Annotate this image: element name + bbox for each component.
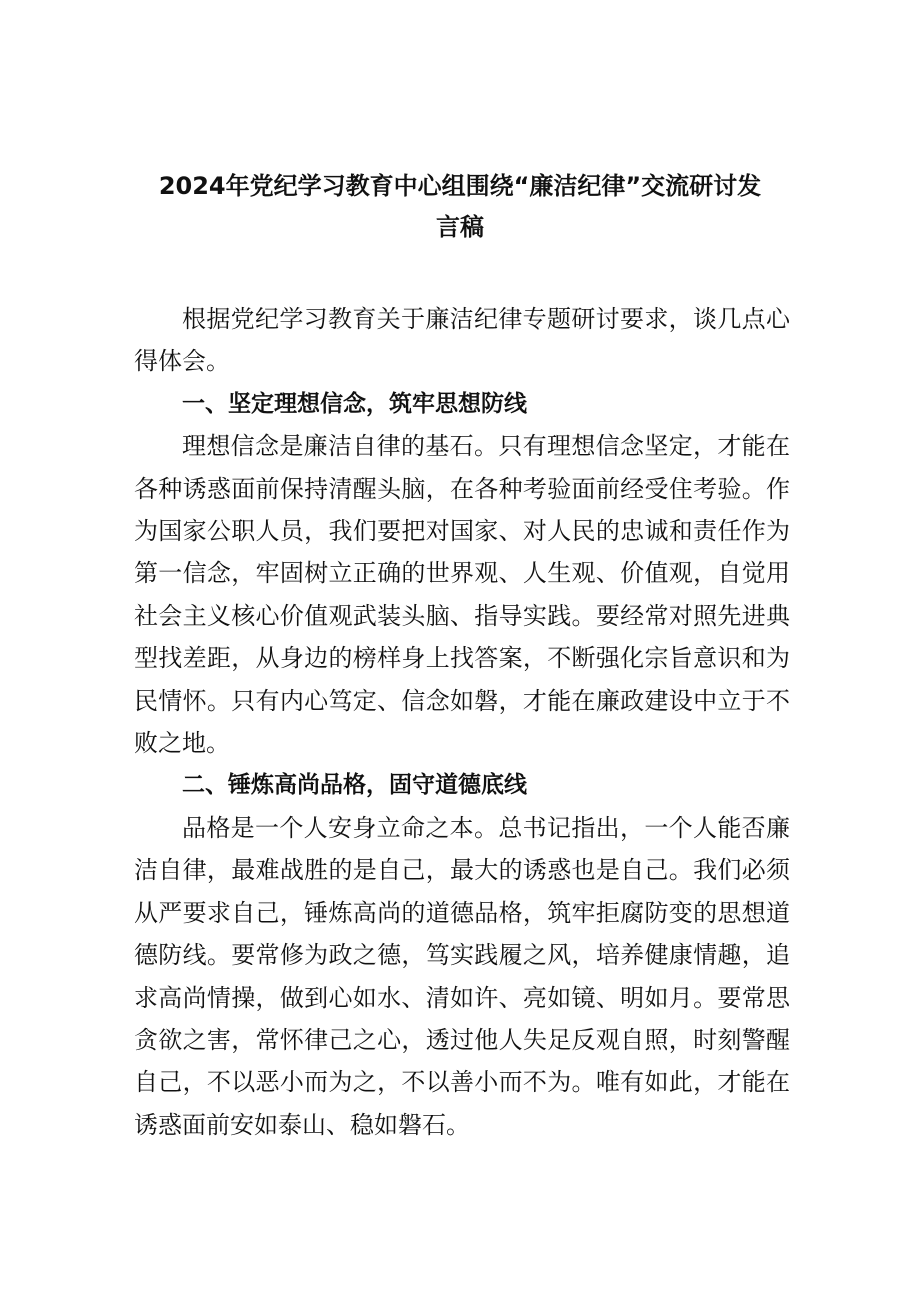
document-body	[134, 298, 790, 1146]
section-2-paragraph: 品格是一个人安身立命之本。总书记指出，一个人能否廉洁自律，最难战胜的是自己，最大的诱惑也是自己。我们必须从严要求自己，锤炼高尚的道德品格，筑牢拒腐防变的思想道德防线。要常修为政之德，笃实践履之风，培养健康情趣，追求高尚情操，做到心如水、清如许、亮如镜、明如月。要常思贪欲之害，常怀律己之心，透过他人失足反观自照，时刻警醒自己，不以恶小而为之，不以善小而不为。唯有如此，才能在诱惑面前安如泰山、稳如磐石。	[134, 813, 790, 1139]
section-2-heading: 二、锤炼高尚品格，固守道德底线	[182, 772, 527, 799]
document-title: 2024年党纪学习教育中心组围绕“廉洁纪律”交流研讨发言稿	[158, 172, 762, 241]
intro-paragraph: 根据党纪学习教育关于廉洁纪律专题研讨要求，谈几点心得体会。	[134, 305, 790, 376]
section-1-paragraph: 理想信念是廉洁自律的基石。只有理想信念坚定，才能在各种诱惑面前保持清醒头脑，在各种考验面前经受住考验。作为国家公职人员，我们要把对国家、对人民的忠诚和责任作为第一信念，牢固树立正确的世界观、人生观、价值观，自觉用社会主义核心价值观武装头脑、指导实践。要经常对照先进典型找差距，从身边的榜样身上找答案，不断强化宗旨意识和为民情怀。只有内心笃定、信念如磐，才能在廉政建设中立于不败之地。	[134, 432, 790, 758]
section-1-heading: 一、坚定理想信念，筑牢思想防线	[182, 390, 527, 417]
